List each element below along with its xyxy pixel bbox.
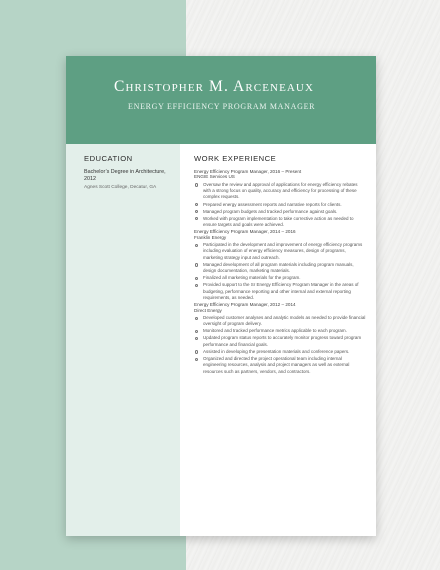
job-bullet <box>194 182 366 201</box>
job-bullet <box>194 282 366 301</box>
job-bullet-text: Prepared energy assessment reports and narrative reports for clients. <box>203 201 342 207</box>
job-bullet <box>194 262 366 275</box>
bullet-circle-icon <box>195 210 198 213</box>
bullet-circle-icon <box>195 358 198 361</box>
resume-header <box>66 56 376 144</box>
job-bullet-text: Assisted in developing the presentation materials and conference papers. <box>203 348 350 354</box>
bullet-circle-icon <box>195 263 198 266</box>
education-school: Agnes Scott College, Decatur, GA <box>84 185 157 190</box>
job-company: ENGIE Services US <box>194 174 235 180</box>
bullet-circle-icon <box>195 350 198 353</box>
job-bullet-text: Oversaw the review and approval of applications for energy efficiency rebates with a strong focus on quality, accuracy and efficiency for processing of these complex requests. <box>203 181 358 200</box>
bullet-circle-icon <box>195 337 198 340</box>
job-bullet <box>194 349 366 355</box>
bullet-circle-icon <box>195 277 198 280</box>
job-bullet-text: Monitored and tracked performance metrics applicable to each program. <box>203 328 347 334</box>
job-bullet-text: Worked with program implementation to take corrective action as needed to ensure targets and goals were achieved. <box>203 215 354 227</box>
job-bullet-text: Provided support to the Sr Energy Efficiency Program Manager in the areas of budgeting, performance reporting and other internal and external reporting requirements, as needed. <box>203 282 359 300</box>
job-bullet <box>194 242 366 261</box>
candidate-job-title: ENERGY EFFICIENCY PROGRAM MANAGER <box>128 102 316 111</box>
job-entry <box>194 169 366 228</box>
job-bullet <box>194 209 366 215</box>
job-bullet <box>194 328 366 334</box>
bullet-circle-icon <box>195 330 198 333</box>
resume-page <box>66 56 376 536</box>
job-bullet-list <box>194 182 366 228</box>
job-bullet-text: Updated program status reports to accurately monitor progress toward program performance and financial goals. <box>203 335 362 347</box>
bullet-circle-icon <box>195 317 198 320</box>
job-bullet-text: Managed program budgets and tracked performance against goals. <box>203 208 338 214</box>
job-entry <box>194 229 366 301</box>
job-bullet <box>194 315 366 328</box>
bullet-circle-icon <box>195 183 198 186</box>
job-bullet-text: Managed development of all program materials including program manuals, design documentation, marketing materials. <box>203 261 354 274</box>
job-bullet <box>194 275 366 281</box>
bullet-circle-icon <box>195 203 198 206</box>
bullet-circle-icon <box>195 284 198 287</box>
job-bullet-text: Participated in the development and improvement of energy efficiency programs including evaluation of energy efficiency measures, design of programs, marketing strategy input and outreach. <box>203 242 363 260</box>
job-title-line: Energy Efficiency Program Manager, 2016 – Present <box>194 169 302 174</box>
job-bullet <box>194 216 366 229</box>
job-company: Franklin Energy <box>194 234 227 240</box>
job-bullet <box>194 202 366 208</box>
bullet-circle-icon <box>195 244 198 247</box>
work-experience-heading: WORK EXPERIENCE <box>194 154 277 163</box>
education-heading: EDUCATION <box>84 154 133 163</box>
job-title-line: Energy Efficiency Program Manager, 2012 – 2014 <box>194 302 296 308</box>
job-bullet-text: Developed customer analyses and analytic models as needed to provide financial oversight of program delivery. <box>203 314 366 327</box>
education-degree: Bachelor’s Degree in Architecture, 2012 <box>84 169 166 183</box>
job-bullet <box>194 335 366 348</box>
job-bullet-list <box>194 242 366 301</box>
candidate-name: Christopher M. Arceneaux <box>114 78 315 95</box>
job-bullet-text: Organized and directed the project operational team including internal engineering resources, analysis and project managers as well as external resources such as partners, vendors, and contractors. <box>203 355 350 374</box>
resume-sidebar <box>66 144 180 536</box>
job-title-line: Energy Efficiency Program Manager, 2014 – 2016 <box>194 229 296 235</box>
job-company: Direct Energy <box>194 307 222 313</box>
work-experience-section <box>194 154 366 376</box>
bullet-circle-icon <box>195 217 198 220</box>
job-entry <box>194 302 366 375</box>
job-bullet-text: Finalized all marketing materials for the program. <box>203 275 301 281</box>
job-bullet <box>194 356 366 375</box>
job-bullet-list <box>194 315 366 375</box>
